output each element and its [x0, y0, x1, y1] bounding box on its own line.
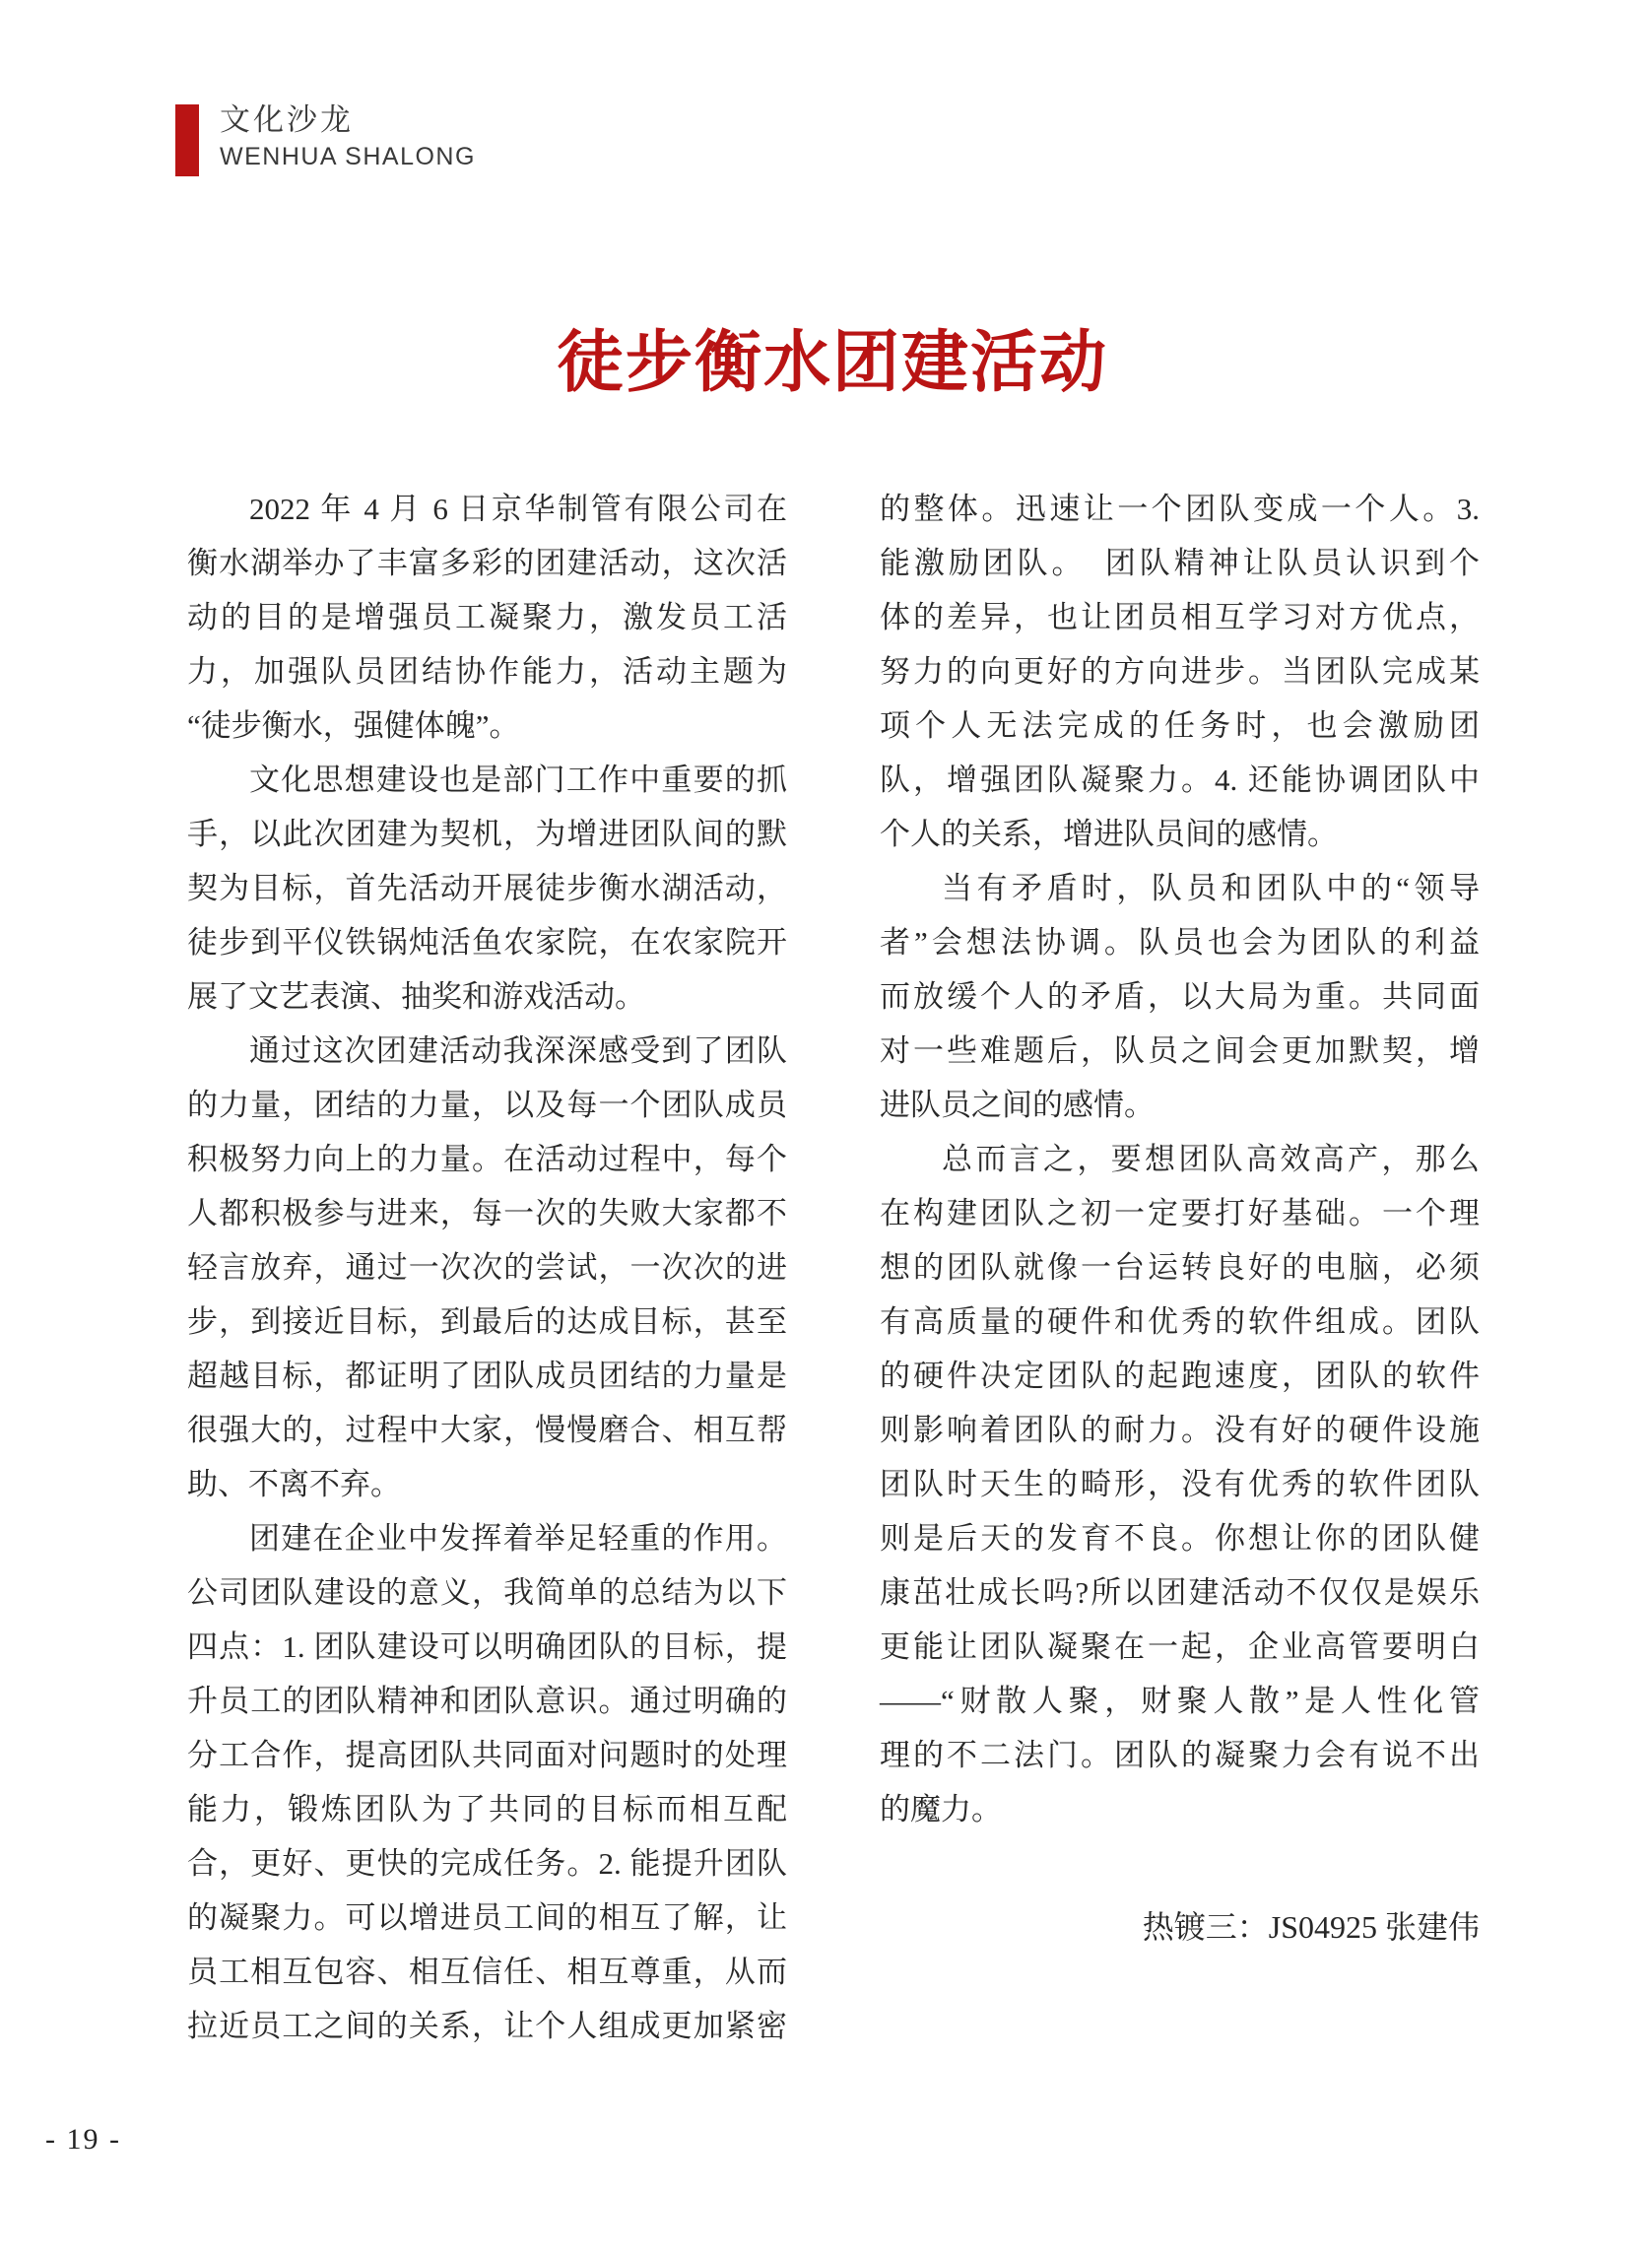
article-column-left [187, 482, 787, 2053]
text-line: 想的团队就像一台运转良好的电脑，必须 [880, 1250, 1480, 1285]
text-line: 体的差异，也让团员相互学习对方优点， [880, 600, 1480, 634]
text-line: 拉近员工之间的关系，让个人组成更加紧密 [187, 2009, 787, 2043]
text-line: 个人的关系，增进队员间的感情。 [880, 817, 1338, 851]
section-title-chinese: 文化沙龙 [220, 102, 354, 137]
text-line: 契为目标，首先活动开展徒步衡水湖活动， [187, 871, 787, 905]
text-line: 更能让团队凝聚在一起，企业高管要明白 [880, 1629, 1480, 1664]
text-line: 轻言放弃，通过一次次的尝试，一次次的进 [187, 1250, 787, 1285]
text-line: 分工合作，提高团队共同面对问题时的处理 [187, 1738, 787, 1772]
text-line: 展了文艺表演、抽奖和游戏活动。 [187, 979, 645, 1014]
text-line: 进队员之间的感情。 [880, 1088, 1155, 1122]
page-number: - 19 - [45, 2123, 121, 2156]
text-line: 当有矛盾时，队员和团队中的“领导 [942, 871, 1480, 905]
text-line: 的硬件决定团队的起跑速度，团队的软件 [880, 1359, 1480, 1393]
text-line: 积极努力向上的力量。在活动过程中，每个 [187, 1142, 787, 1176]
text-line: 团建在企业中发挥着举足轻重的作用。 [249, 1521, 787, 1556]
text-line: 能激励团队。 团队精神让队员认识到个 [880, 546, 1480, 580]
text-line: 有高质量的硬件和优秀的软件组成。团队 [880, 1304, 1480, 1339]
text-line: 助、不离不弃。 [187, 1467, 401, 1501]
text-line: 项个人无法完成的任务时，也会激励团 [880, 708, 1480, 743]
text-line: 公司团队建设的意义，我简单的总结为以下 [187, 1575, 787, 1610]
text-line: 衡水湖举办了丰富多彩的团建活动，这次活 [187, 546, 787, 580]
text-line: 人都积极参与进来，每一次的失败大家都不 [187, 1196, 787, 1230]
text-line: 力，加强队员团结协作能力，活动主题为 [187, 654, 787, 689]
text-line: 对一些难题后，队员之间会更加默契，增 [880, 1033, 1480, 1068]
section-title-pinyin: WENHUA SHALONG [220, 143, 476, 170]
text-line: 员工相互包容、相互信任、相互尊重，从而 [187, 1955, 787, 1989]
text-line: 而放缓个人的矛盾，以大局为重。共同面 [880, 979, 1480, 1014]
text-line: 文化思想建设也是部门工作中重要的抓 [249, 763, 787, 797]
text-line: 则影响着团队的耐力。没有好的硬件设施 [880, 1413, 1480, 1447]
text-line: 合，更好、更快的完成任务。2. 能提升团队 [187, 1846, 787, 1881]
text-line: 通过这次团建活动我深深感受到了团队 [249, 1033, 787, 1068]
article-column-right [880, 482, 1480, 1836]
text-line: 2022 年 4 月 6 日京华制管有限公司在 [249, 492, 787, 526]
text-line: 队，增强团队凝聚力。4. 还能协调团队中 [880, 763, 1480, 797]
text-line: ——“财散人聚，财聚人散”是人性化管 [880, 1684, 1480, 1718]
text-line: 步，到接近目标，到最后的达成目标，甚至 [187, 1304, 787, 1339]
text-line: 的力量，团结的力量，以及每一个团队成员 [187, 1088, 787, 1122]
text-line: 四点：1. 团队建设可以明确团队的目标，提 [187, 1629, 787, 1664]
text-line: 者”会想法协调。队员也会为团队的利益 [880, 925, 1480, 960]
text-line: “徒步衡水，强健体魄”。 [187, 708, 520, 743]
text-line: 手，以此次团建为契机，为增进团队间的默 [187, 817, 787, 851]
text-line: 则是后天的发育不良。你想让你的团队健 [880, 1521, 1480, 1556]
text-line: 升员工的团队精神和团队意识。通过明确的 [187, 1684, 787, 1718]
text-line: 总而言之，要想团队高效高产，那么 [942, 1142, 1480, 1176]
text-line: 团队时天生的畸形，没有优秀的软件团队 [880, 1467, 1480, 1501]
article-title: 徒步衡水团建活动 [556, 325, 1108, 400]
section-accent-bar [175, 104, 199, 176]
text-line: 的凝聚力。可以增进员工间的相互了解，让 [187, 1900, 787, 1935]
text-line: 动的目的是增强员工凝聚力，激发员工活 [187, 600, 787, 634]
text-line: 康茁壮成长吗?所以团建活动不仅仅是娱乐 [880, 1575, 1480, 1610]
text-line: 徒步到平仪铁锅炖活鱼农家院，在农家院开 [187, 925, 787, 960]
text-line: 在构建团队之初一定要打好基础。一个理 [880, 1196, 1480, 1230]
text-line: 的魔力。 [880, 1792, 1002, 1826]
text-line: 超越目标，都证明了团队成员团结的力量是 [187, 1359, 787, 1393]
text-line: 理的不二法门。团队的凝聚力会有说不出 [880, 1738, 1480, 1772]
text-line: 的整体。迅速让一个团队变成一个人。3. [880, 492, 1480, 526]
text-line: 努力的向更好的方向进步。当团队完成某 [880, 654, 1480, 689]
text-line: 能力，锻炼团队为了共同的目标而相互配 [187, 1792, 787, 1826]
text-line: 很强大的，过程中大家，慢慢磨合、相互帮 [187, 1413, 787, 1447]
author-signature: 热镀三：JS04925 张建伟 [1142, 1909, 1480, 1945]
